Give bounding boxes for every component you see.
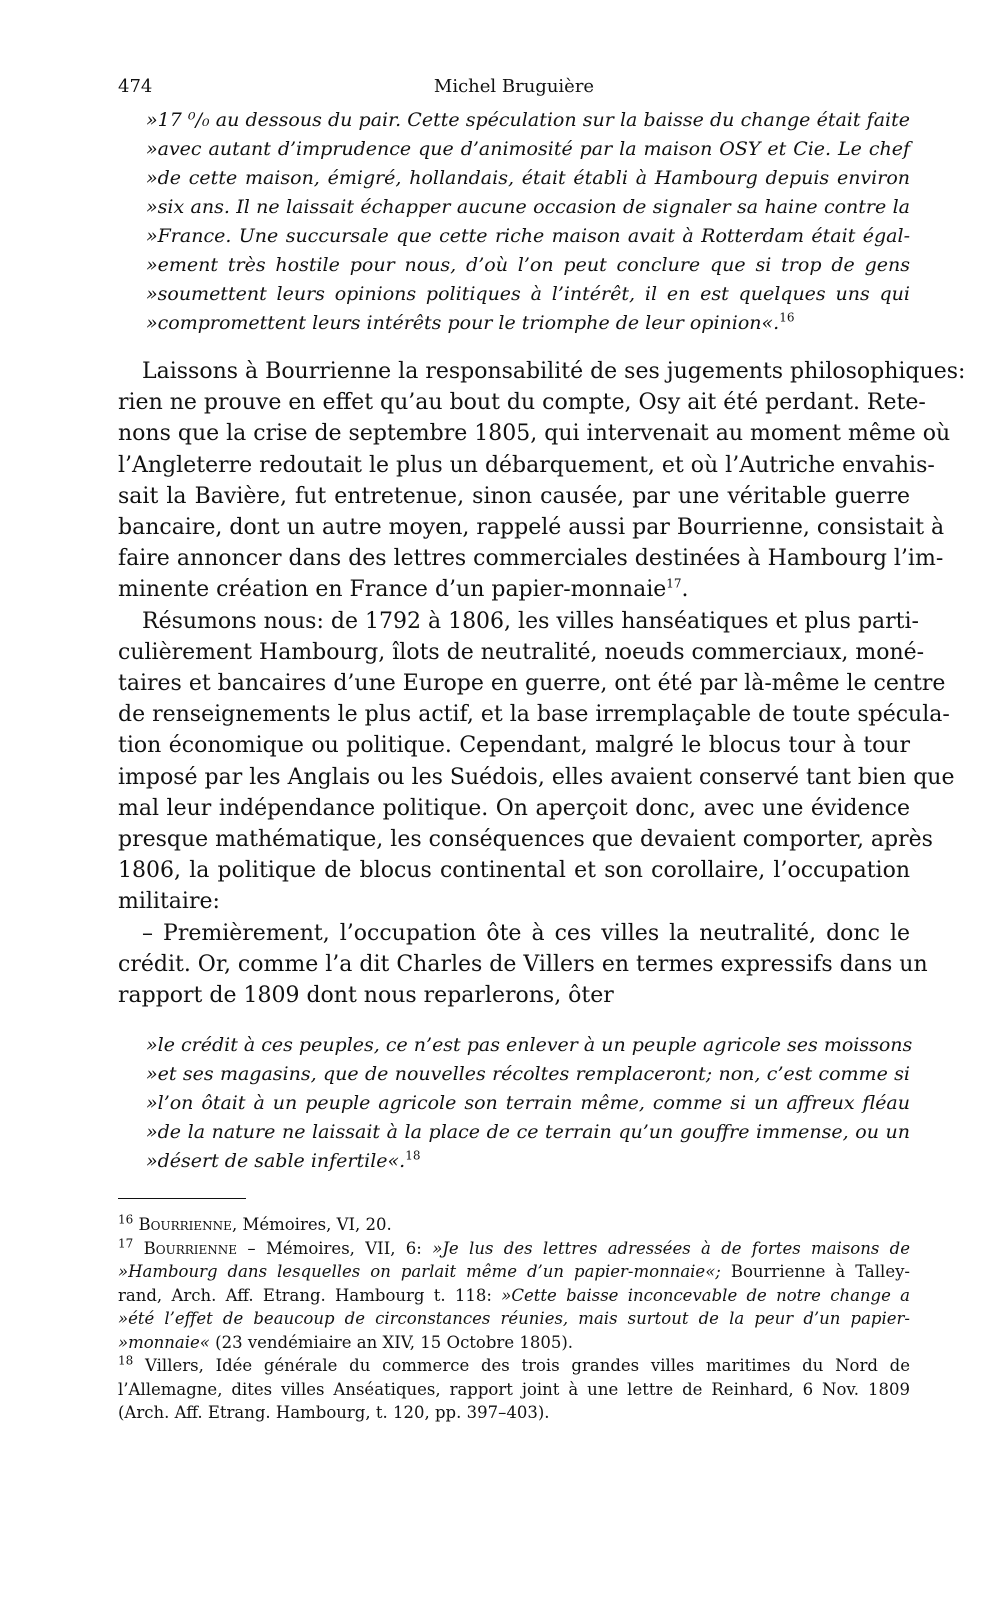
text-line: sait la Bavière, fut entretenue, sinon causée, par une véritable guerre [118,483,910,509]
quote-line: »de la nature ne laissait à la place de ce terrain qu’un gouffre immense, ou un [146,1121,910,1144]
quote-line-text: »compromettent leurs intérêts pour le triomphe de leur opinion«. [146,312,780,334]
footnote-line [118,1237,910,1261]
quote-line: »de cette maison, émigré, hollandais, était établi à Hambourg depuis environ [146,167,910,189]
quote-line: »ement très hostile pour nous, d’où l’on peut conclure que si trop de gens [146,254,910,276]
sentence-end: . [681,577,689,603]
footnote-rule [118,1198,246,1199]
quote-line [146,309,910,338]
text-line: Résumons nous: de 1792 à 1806, les villes hanséatiques et plus parti- [142,608,919,634]
footnote-line [118,1260,910,1284]
footnote-text: Villers, Idée générale du commerce des trois grandes villes maritimes du Nord de [133,1356,910,1376]
text-line: de renseignements le plus actif, et la base irremplaçable de toute spécula- [118,702,950,728]
footnote-line [118,1331,910,1355]
footnote-number: 18 [118,1353,134,1368]
footnote-quote: »Je lus des lettres adressées à de fortes maisons de [432,1238,910,1258]
quote-line: »17 ⁰/₀ au dessous du pair. Cette spéculation sur la baisse du change était faite [146,109,910,131]
quote-line-text: »désert de sable infertile«. [146,1150,406,1173]
block-quote-2 [118,1031,913,1176]
page-header [118,76,910,106]
text-line: imposé par les Anglais ou les Suédois, elles avaient conservé tant bien que [118,764,955,790]
text-line [118,574,910,605]
text-line: mal leur indépendance politique. On aperçoit donc, avec une évidence [118,795,910,821]
footnote-ref-18: 18 [405,1148,421,1163]
text-line: crédit. Or, comme l’a dit Charles de Villers en termes expressifs dans un [118,951,928,977]
text-line: – Premièrement, l’occupation ôte à ces villes la neutralité, donc le [142,920,910,946]
quote-line: »France. Une succursale que cette riche maison avait à Rotterdam était égal- [146,225,910,247]
text-line: faire annoncer dans des lettres commerciales destinées à Hambourg l’im- [118,546,944,572]
text-line: presque mathématique, les conséquences que devaient comporter, après [118,827,933,853]
footnote-number: 16 [118,1212,134,1227]
footnote-16 [118,1213,910,1237]
footnote-line [118,1307,910,1331]
block-quote-1 [118,106,910,338]
quote-line: »six ans. Il ne laissait échapper aucune occasion de signaler sa haine contre la [146,196,910,218]
footnote-text: Bourrienne à Talley- [720,1262,910,1282]
text-line: nons que la crise de septembre 1805, qui intervenait au moment même où [118,421,951,447]
text-line: Laissons à Bourrienne la responsabilité de ses jugements philosophiques: [142,359,966,384]
footnote-quote: »Hambourg dans lesquelles on parlait même d’un papier-monnaie«; [118,1262,721,1282]
footnote-line: l’Allemagne, dites villes Anséatiques, rapport joint à une lettre de Reinhard, 6 Nov. 1809 [118,1379,910,1399]
text-line: bancaire, dont un autre moyen, rappelé aussi par Bourrienne, consistait à [118,515,945,541]
footnote-quote: »été l’effet de beaucoup de circonstances réunies, mais surtout de la peur d’un papier- [118,1309,910,1329]
footnote-author: Bourrienne [138,1215,232,1235]
paragraph-1 [118,356,966,606]
text-line: tion économique ou politique. Cependant, malgré le blocus tour à tour [118,733,910,759]
text-line: rien ne prouve en effet qu’au bout du compte, Osy ait été perdant. Rete- [118,390,926,416]
body-text [118,356,966,1011]
footnote-17 [118,1237,910,1355]
quote-line [146,1147,910,1176]
quote-line: »soumettent leurs opinions politiques à l’intérêt, il en est quelques uns qui [146,283,910,305]
page [118,0,966,1425]
footnote-number: 17 [118,1236,134,1251]
quote-line: »et ses magasins, que de nouvelles récoltes remplaceront; non, c’est comme si [146,1063,910,1086]
text-line: taires et bancaires d’une Europe en guerre, ont été par là-même le centre [118,671,946,697]
paragraph-3 [118,918,928,1012]
footnote-text: , Mémoires, VI, 20. [231,1215,392,1235]
quote-line: »le crédit à ces peuples, ce n’est pas enlever à un peuple agricole ses moissons [146,1034,913,1057]
footnote-text: (23 vendémiaire an XIV, 15 Octobre 1805). [209,1332,574,1352]
footnote-line: (Arch. Aff. Etrang. Hambourg, t. 120, pp. 397–403). [118,1403,550,1423]
text-line-content: minente création en France d’un papier-monnaie [118,577,667,603]
footnote-text: – Mémoires, VII, 6: [237,1238,433,1258]
text-line: 1806, la politique de blocus continental et son corollaire, l’occupation [118,858,910,884]
text-line: rapport de 1809 dont nous reparlerons, ôter [118,983,614,1009]
footnote-line [118,1284,910,1308]
footnote-ref-17: 17 [666,577,682,592]
text-line: l’Angleterre redoutait le plus un débarquement, et où l’Autriche envahis- [118,452,935,478]
quote-line: »l’on ôtait à un peuple agricole son terrain même, comme si un affreux fléau [146,1092,910,1115]
footnote-line [118,1213,910,1237]
footnote-quote: »monnaie« [118,1332,210,1352]
text-line: culièrement Hambourg, îlots de neutralité, noeuds commerciaux, moné- [118,639,925,665]
text-line: militaire: [118,889,220,915]
footnote-text: rand, Arch. Aff. Etrang. Hambourg t. 118: [118,1285,502,1305]
footnote-18 [118,1354,910,1425]
page-number: 474 [118,76,153,97]
footnote-line [118,1354,910,1378]
running-title: Michel Bruguière [433,76,595,97]
footnote-ref-16: 16 [779,310,795,325]
footnote-author: Bourrienne [143,1238,238,1258]
footnotes [118,1213,910,1425]
quote-line: »avec autant d’imprudence que d’animosité par la maison OSY et Cie. Le chef [146,138,910,160]
paragraph-2 [118,606,955,918]
footnote-quote: »Cette baisse inconcevable de notre change a [501,1285,911,1305]
